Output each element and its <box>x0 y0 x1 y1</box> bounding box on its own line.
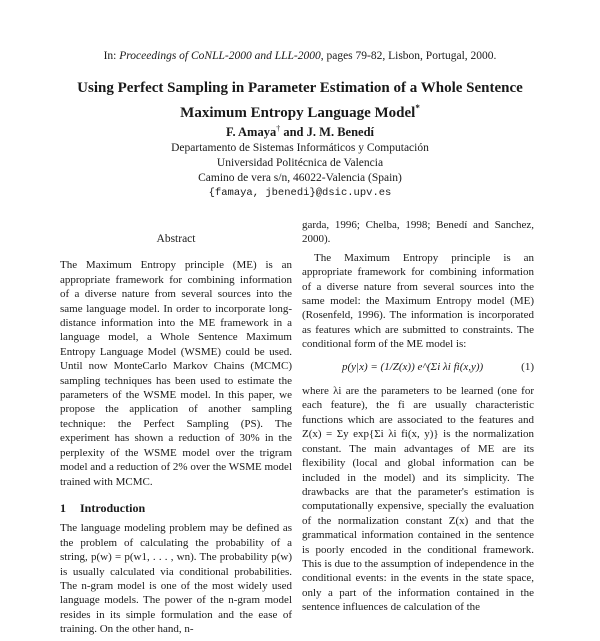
author-footnote-mark: † <box>276 124 281 133</box>
equation-expression: p(y|x) = (1/Z(x)) e^(Σi λi fi(x,y)) <box>342 360 484 373</box>
continued-citation-text: garda, 1996; Chelba, 1998; Benedí and Sanchez, 2000). <box>302 219 534 246</box>
introduction-text: The language modeling problem may be defined as the problem of calculating the probability of a string, p(w) = p(w1, . . . , wn). The probability p(w) is usually calculated via conditional probabilities. The n-gram model is one of the most widely used language models. The power of the n-gram model resides in its simple formulation and the ease of training. On the other hand, n- <box>60 522 292 636</box>
author-line <box>0 124 600 140</box>
equation-1 <box>302 360 534 374</box>
affiliation-block <box>0 141 600 201</box>
paper-title-text: Using Perfect Sampling in Parameter Estimation of a Whole Sentence Maximum Entropy Language Model <box>77 80 523 121</box>
equation-number: (1) <box>521 360 534 373</box>
section-title: Introduction <box>80 500 146 515</box>
author-conjunction: and <box>280 125 307 140</box>
abstract-text: The Maximum Entropy principle (ME) is an appropriate framework for combining information of a diverse nature from several sources into the same language model. In order to incorporate long-distance information into the ME framework in a language model, a Whole Sentence Maximum Entropy Language Model (WSME) could be used. Until now MonteCarlo Markov Chains (MCMC) sampling techniques has been used to estimate the parameters of the WSME model. In this paper, we propose the application of another sampling technique: the Perfect Sampling (PS). The experiment has shown a reduction of 30% in the perplexity of the WSME model over the trigram model and a reduction of 2% over the WSME model trained with MCMC. <box>60 259 292 488</box>
left-column <box>60 232 292 641</box>
section-number: 1 <box>60 500 66 515</box>
section-heading-introduction <box>60 501 292 515</box>
author-second: J. M. Benedí <box>306 125 374 140</box>
title-footnote-mark: * <box>415 103 420 113</box>
publication-prefix: In: <box>103 50 120 62</box>
right-column <box>302 218 534 619</box>
affiliation-address: Camino de vera s/n, 46022-Valencia (Spain) <box>198 172 402 184</box>
author-first: F. Amaya <box>225 125 277 140</box>
paper-title <box>60 78 540 123</box>
abstract-heading: Abstract <box>156 233 196 245</box>
publication-suffix: , pages 79-82, Lisbon, Portugal, 2000. <box>320 50 497 62</box>
affiliation-university: Universidad Politécnica de Valencia <box>216 157 384 169</box>
publication-note <box>0 50 600 62</box>
me-principle-paragraph: The Maximum Entropy principle is an appropriate framework for combining information of a diverse nature from several sources into the same model: the Maximum Entropy model (ME) (Rosenfeld, 1996). The information is incorporated as features which are submitted to constraints. The conditional form of the ME model is: <box>302 251 534 351</box>
me-parameters-paragraph: where λi are the parameters to be learned (one for each feature), the fi are usually characteristic functions which are associated to the features and Z(x) = Σy exp{Σi λi fi(x, y)} is the normalization constant. The main advantages of ME are its flexibility (local and global information can be included in the model) and its simplicity. The drawbacks are that the parameter's estimation is computationally expensive, specially the evaluation of the normalization constant Z(x) and that the grammatical information contained in the sentence is poorly encoded in the conditional framework. This is due to the assumption of independence in the conditional events: in the events in the state space, only a part of the information contained in the sentence influences de calculation of the <box>302 385 534 614</box>
affiliation-department: Departamento de Sistemas Informáticos y Computación <box>171 142 429 154</box>
publication-venue: Proceedings of CoNLL-2000 and LLL-2000 <box>119 50 321 62</box>
affiliation-email: {famaya, jbenedi}@dsic.upv.es <box>208 187 392 199</box>
